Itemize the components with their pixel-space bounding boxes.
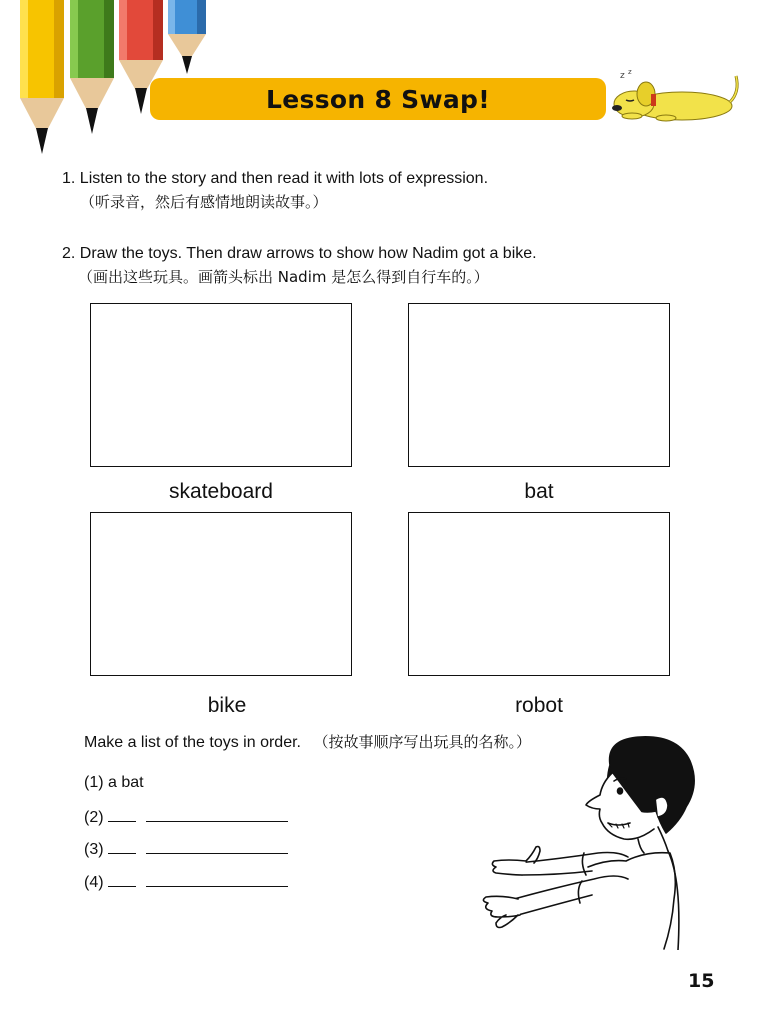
- drawing-box-skateboard[interactable]: [90, 303, 352, 467]
- order-list-prompt: [84, 731, 531, 752]
- list-item: [84, 872, 288, 892]
- instruction-2-english: 2. Draw the toys. Then draw arrows to show how Nadim got a bike.: [62, 245, 537, 262]
- drawing-box-bat[interactable]: [408, 303, 670, 467]
- instruction-1: [62, 169, 488, 212]
- green-pencil-icon: [70, 0, 114, 134]
- svg-text:z: z: [620, 71, 625, 81]
- page-number: 15: [688, 970, 715, 992]
- list-item-number: (3): [84, 841, 104, 858]
- instruction-2: [62, 244, 537, 287]
- answer-blank-long[interactable]: [146, 872, 288, 887]
- order-list-prompt-english: Make a list of the toys in order.: [84, 734, 301, 751]
- list-item: [84, 807, 288, 827]
- toy-label-bike: bike: [207, 694, 247, 717]
- toy-label-robot: robot: [515, 694, 563, 717]
- drawing-box-robot[interactable]: [408, 512, 670, 676]
- list-item-answer: a bat: [108, 774, 144, 791]
- instruction-1-chinese: （听录音，然后有感情地朗读故事。）: [80, 193, 328, 211]
- answer-blank-short[interactable]: [108, 872, 136, 887]
- lesson-title: Lesson 8 Swap!: [266, 84, 490, 114]
- order-list-prompt-chinese: （按故事顺序写出玩具的名称。）: [313, 733, 531, 751]
- instruction-2-chinese: （画出这些玩具。画箭头标出 Nadim 是怎么得到自行车的。）: [78, 268, 489, 286]
- list-item-number: (1): [84, 774, 104, 791]
- list-item-number: (4): [84, 874, 104, 891]
- list-item: [84, 839, 288, 859]
- toy-label-bat: bat: [524, 480, 554, 503]
- toy-label-skateboard: skateboard: [169, 480, 273, 503]
- list-item: [84, 774, 144, 792]
- sleeping-dog-icon: [604, 68, 744, 128]
- drawing-box-bike[interactable]: [90, 512, 352, 676]
- blue-pencil-icon: [168, 0, 206, 74]
- svg-text:z: z: [628, 68, 632, 76]
- answer-blank-long[interactable]: [146, 839, 288, 854]
- boy-illustration: [478, 735, 708, 950]
- lesson-title-banner: [150, 78, 606, 120]
- answer-blank-long[interactable]: [146, 807, 288, 822]
- yellow-pencil-icon: [20, 0, 64, 154]
- list-item-number: (2): [84, 809, 104, 826]
- answer-blank-short[interactable]: [108, 807, 136, 822]
- answer-blank-short[interactable]: [108, 839, 136, 854]
- instruction-1-english: 1. Listen to the story and then read it with lots of expression.: [62, 170, 489, 187]
